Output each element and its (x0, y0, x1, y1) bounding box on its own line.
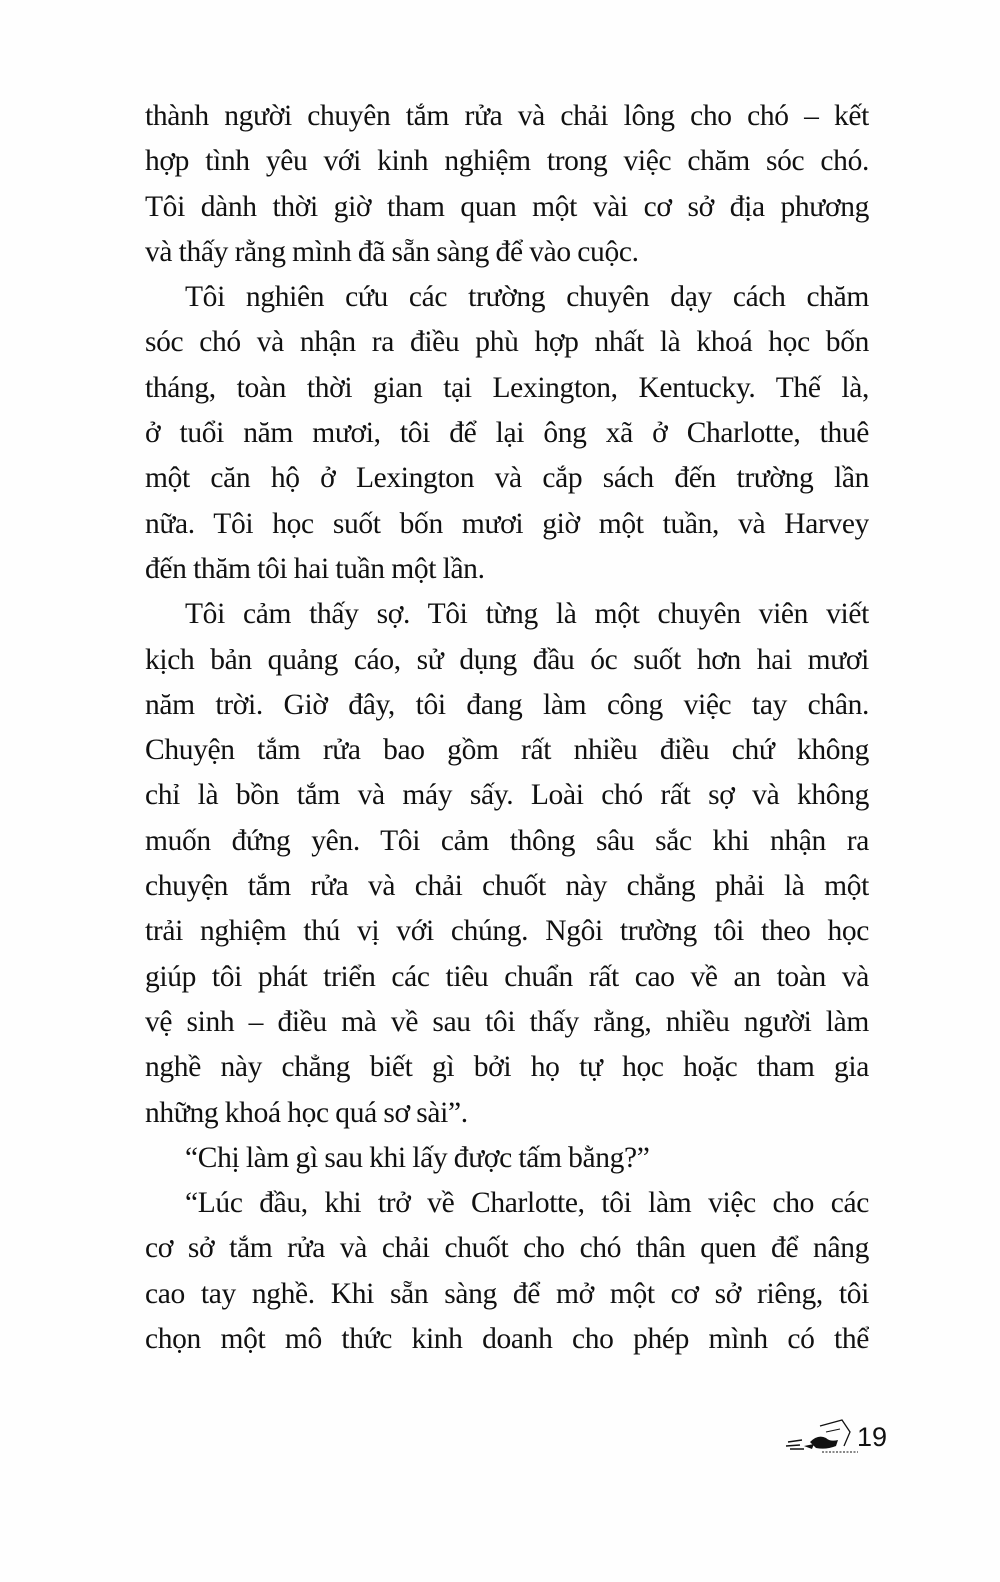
body-text (145, 94, 869, 1362)
text-line: “Chị làm gì sau khi lấy được tấm bằng?” (185, 1141, 650, 1174)
text-line: Tôi cảm thấy sợ. Tôi từng là một chuyên viên viết (185, 598, 869, 631)
text-line: chọn một mô thức kinh doanh cho phép mình có thể (145, 1323, 869, 1356)
text-line: những khoá học quá sơ sài”. (145, 1096, 468, 1129)
text-line: cơ sở tắm rửa và chải chuốt cho chó thân quen để nâng (145, 1232, 869, 1265)
text-line: sóc chó và nhận ra điều phù hợp nhất là khoá học bốn (145, 326, 869, 359)
text-line: tháng, toàn thời gian tại Lexington, Kentucky. Thế là, (145, 371, 869, 404)
text-line: Tôi dành thời giờ tham quan một vài cơ sở địa phương (145, 190, 869, 223)
text-line: giúp tôi phát triển các tiêu chuẩn rất cao về an toàn và (145, 960, 869, 993)
text-line: năm trời. Giờ đây, tôi đang làm công việc tay chân. (145, 688, 869, 721)
text-line: Chuyện tắm rửa bao gồm rất nhiều điều chứ không (145, 734, 869, 767)
text-line: trải nghiệm thú vị với chúng. Ngôi trường tôi theo học (145, 915, 869, 948)
text-line: hợp tình yêu với kinh nghiệm trong việc chăm sóc chó. (145, 145, 869, 178)
text-line: “Lúc đầu, khi trở về Charlotte, tôi làm việc cho các (185, 1187, 869, 1220)
text-line: vệ sinh – điều mà về sau tôi thấy rằng, nhiều người làm (145, 1005, 869, 1038)
page-number: 19 (856, 1422, 887, 1452)
text-line: đến thăm tôi hai tuần một lần. (145, 552, 485, 585)
text-line: chỉ là bồn tắm và máy sấy. Loài chó rất sợ và không (145, 779, 869, 812)
text-line: cao tay nghề. Khi sẵn sàng để mở một cơ sở riêng, tôi (145, 1277, 869, 1310)
text-line: và thấy rằng mình đã sẵn sàng để vào cuộc. (145, 235, 639, 268)
text-line: thành người chuyên tắm rửa và chải lông cho chó – kết (145, 100, 869, 132)
text-line: ở tuổi năm mươi, tôi để lại ông xã ở Charlotte, thuê (145, 417, 869, 450)
page-folio (780, 1418, 895, 1458)
text-line: Tôi nghiên cứu các trường chuyên dạy cách chăm (185, 281, 869, 314)
text-line: một căn hộ ở Lexington và cắp sách đến trường lần (145, 462, 869, 495)
hand-drawn-bird-ornament-icon (780, 1418, 860, 1458)
text-line: chuyện tắm rửa và chải chuốt này chẳng phải là một (145, 870, 869, 903)
text-line: muốn đứng yên. Tôi cảm thông sâu sắc khi nhận ra (145, 824, 869, 857)
text-line: nữa. Tôi học suốt bốn mươi giờ một tuần, và Harvey (145, 507, 869, 540)
text-line: kịch bản quảng cáo, sử dụng đầu óc suốt hơn hai mươi (145, 643, 869, 676)
text-line: nghề này chẳng biết gì bởi họ tự học hoặc tham gia (145, 1051, 869, 1084)
